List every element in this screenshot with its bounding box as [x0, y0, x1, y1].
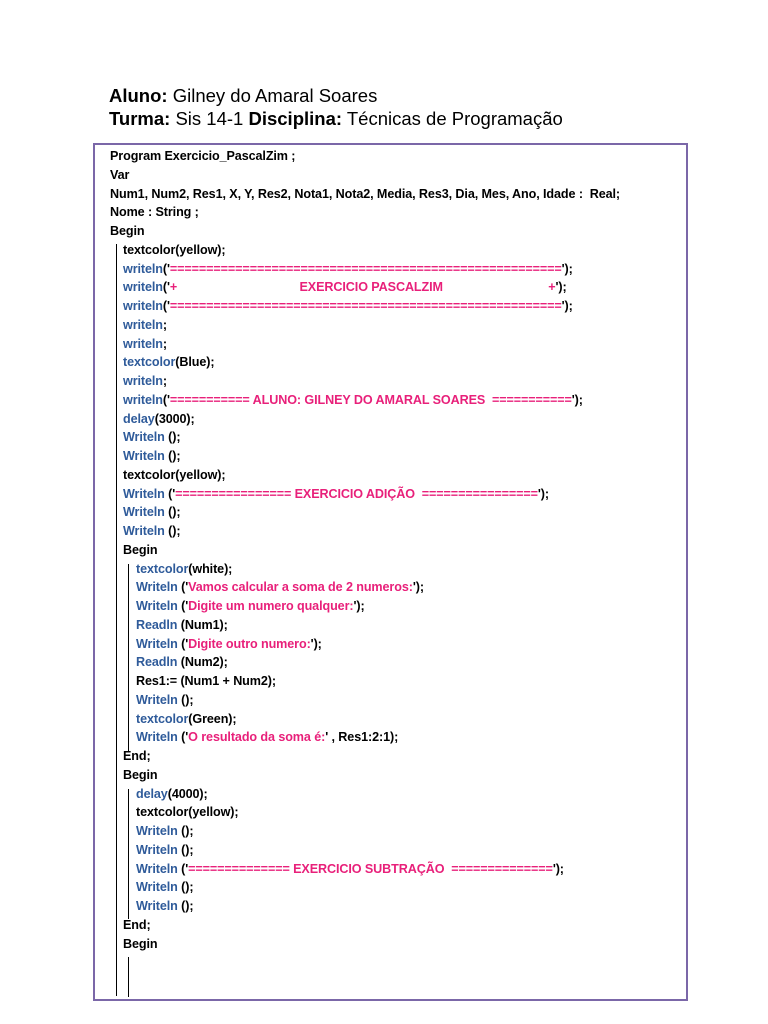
code-line	[110, 353, 620, 372]
code-keyword: writeln	[123, 299, 163, 313]
code-line	[110, 710, 620, 729]
code-keyword: Writeln	[123, 505, 165, 520]
code-line	[110, 841, 620, 860]
code-line	[110, 241, 620, 260]
code-keyword: Readln	[136, 655, 178, 670]
code-token: ();	[164, 430, 181, 445]
code-token: ('	[177, 861, 189, 876]
code-line	[110, 297, 620, 316]
code-string: ============== EXERCICIO SUBTRAÇÃO ==============	[188, 861, 553, 876]
code-token: ');	[571, 392, 583, 407]
code-line: Begin	[123, 936, 158, 951]
code-token: ('	[177, 599, 189, 613]
code-line: Var	[110, 167, 130, 182]
code-line	[110, 522, 620, 541]
code-token: ;	[162, 336, 167, 351]
code-line	[110, 278, 620, 297]
code-string: ======================================================	[169, 261, 562, 276]
code-token: ');	[537, 486, 549, 501]
code-line	[110, 616, 620, 635]
code-token: ;	[162, 374, 167, 388]
code-line: Res1:= (Num1 + Num2);	[136, 674, 276, 688]
code-keyword: Writeln	[123, 486, 165, 501]
code-line	[110, 428, 620, 447]
aluno-label: Aluno:	[109, 85, 168, 106]
code-keyword: Writeln	[123, 430, 165, 445]
code-token: ();	[177, 899, 194, 913]
code-token: (Blue);	[175, 355, 215, 370]
aluno-value: Gilney do Amaral Soares	[172, 85, 378, 106]
code-token: ');	[561, 261, 573, 276]
code-token: (white);	[188, 561, 233, 576]
code-keyword: writeln	[123, 374, 163, 388]
code-token: ;	[162, 317, 167, 332]
code-line: Program Exercicio_PascalZim ;	[110, 149, 296, 163]
code-token: (yellow);	[175, 242, 226, 257]
code-token: ();	[164, 505, 181, 520]
code-keyword: Writeln	[136, 692, 178, 707]
code-token: ('	[162, 392, 170, 407]
code-token: (yellow);	[175, 467, 226, 482]
code-token: ('	[162, 261, 170, 276]
code-token: textcolor	[123, 242, 176, 257]
code-line	[110, 635, 620, 654]
code-token: (Green);	[188, 711, 237, 726]
code-line	[110, 391, 620, 410]
code-keyword: Writeln	[136, 599, 178, 613]
indent-guide-inner-3	[128, 957, 129, 997]
code-line: Num1, Num2, Res1, X, Y, Res2, Nota1, Nota2, Media, Res3, Dia, Mes, Ano, Idade : Real;	[110, 186, 621, 201]
code-token: ');	[552, 861, 564, 876]
code-string: ================ EXERCICIO ADIÇÃO ================	[175, 486, 538, 501]
code-token: (yellow);	[188, 805, 239, 820]
code-keyword: delay	[136, 786, 168, 801]
code-string: =========== ALUNO: GILNEY DO AMARAL SOARES ===========	[169, 392, 572, 407]
code-keyword: Writeln	[123, 524, 165, 538]
code-token: ('	[164, 486, 176, 501]
code-token: ();	[177, 842, 194, 857]
code-token: textcolor	[123, 467, 176, 482]
code-line	[110, 691, 620, 710]
code-token: ('	[177, 580, 189, 595]
code-line	[110, 653, 620, 672]
code-line	[110, 335, 620, 354]
code-line	[110, 785, 620, 804]
code-token: ();	[164, 449, 181, 463]
disciplina-label: Disciplina:	[248, 108, 343, 129]
code-line	[110, 803, 620, 822]
code-keyword: Writeln	[136, 580, 178, 595]
code-line	[110, 410, 620, 429]
code-token: ');	[555, 280, 567, 295]
code-line: Begin	[123, 542, 158, 557]
code-token: (4000);	[167, 786, 208, 801]
code-token: (3000);	[154, 411, 195, 426]
code-keyword: Writeln	[123, 449, 165, 463]
code-keyword: writeln	[123, 317, 163, 332]
code-line	[110, 316, 620, 335]
code-line	[110, 466, 620, 485]
code-line	[110, 260, 620, 279]
code-keyword: textcolor	[136, 561, 189, 576]
code-token: ' , Res1:2:1);	[325, 730, 399, 745]
code-token: ');	[353, 599, 365, 613]
code-string: O resultado da soma é:	[188, 730, 326, 745]
code-keyword: writeln	[123, 392, 163, 407]
code-line	[110, 897, 620, 916]
code-line	[110, 485, 620, 504]
code-token: ();	[164, 524, 181, 538]
code-keyword: delay	[123, 411, 155, 426]
turma-value: Sis 14-1	[175, 108, 244, 129]
code-line: End;	[123, 917, 151, 932]
code-keyword: writeln	[123, 336, 163, 351]
code-line	[110, 372, 620, 391]
code-token: ('	[177, 636, 189, 651]
code-keyword: Writeln	[136, 730, 178, 745]
code-keyword: textcolor	[136, 711, 189, 726]
code-line	[110, 447, 620, 466]
code-line	[110, 860, 620, 879]
code-keyword: Writeln	[136, 842, 178, 857]
code-keyword: Writeln	[136, 824, 178, 838]
code-token: ();	[177, 692, 194, 707]
code-keyword: Writeln	[136, 636, 178, 651]
code-keyword: Writeln	[136, 861, 178, 876]
code-string: Digite outro numero:	[188, 636, 311, 651]
code-keyword: writeln	[123, 280, 163, 295]
code-line	[110, 578, 620, 597]
code-keyword: Writeln	[136, 880, 178, 895]
turma-label: Turma:	[109, 108, 171, 129]
student-line	[109, 84, 563, 107]
code-line	[110, 597, 620, 616]
code-line: Begin	[110, 224, 145, 238]
code-token: ('	[162, 280, 170, 295]
code-line	[110, 503, 620, 522]
code-line: Begin	[123, 767, 158, 782]
class-line	[109, 107, 563, 130]
code-token: ();	[177, 880, 194, 895]
document-header	[109, 84, 563, 130]
disciplina-value: Técnicas de Programação	[346, 108, 563, 129]
code-line: End;	[123, 749, 151, 763]
code-listing	[110, 147, 620, 953]
code-line	[110, 728, 620, 747]
code-string: + EXERCICIO PASCALZIM +	[169, 280, 556, 295]
code-token: textcolor	[136, 805, 189, 820]
code-line	[110, 560, 620, 579]
code-string: Digite um numero qualquer:	[188, 599, 354, 613]
code-line	[110, 878, 620, 897]
code-token: (Num1);	[177, 617, 228, 632]
code-keyword: Writeln	[136, 899, 178, 913]
code-keyword: textcolor	[123, 355, 176, 370]
code-token: ');	[561, 299, 573, 313]
code-token: ('	[177, 730, 189, 745]
code-line: Nome : String ;	[110, 205, 199, 220]
code-token: ();	[177, 824, 194, 838]
code-line	[110, 822, 620, 841]
code-token: ('	[162, 299, 170, 313]
code-string: Vamos calcular a soma de 2 numeros:	[188, 580, 413, 595]
code-token: ');	[412, 580, 424, 595]
code-token: ');	[310, 636, 322, 651]
code-keyword: Readln	[136, 617, 178, 632]
code-token: (Num2);	[177, 655, 228, 670]
code-keyword: writeln	[123, 261, 163, 276]
code-string: ======================================================	[169, 299, 562, 313]
